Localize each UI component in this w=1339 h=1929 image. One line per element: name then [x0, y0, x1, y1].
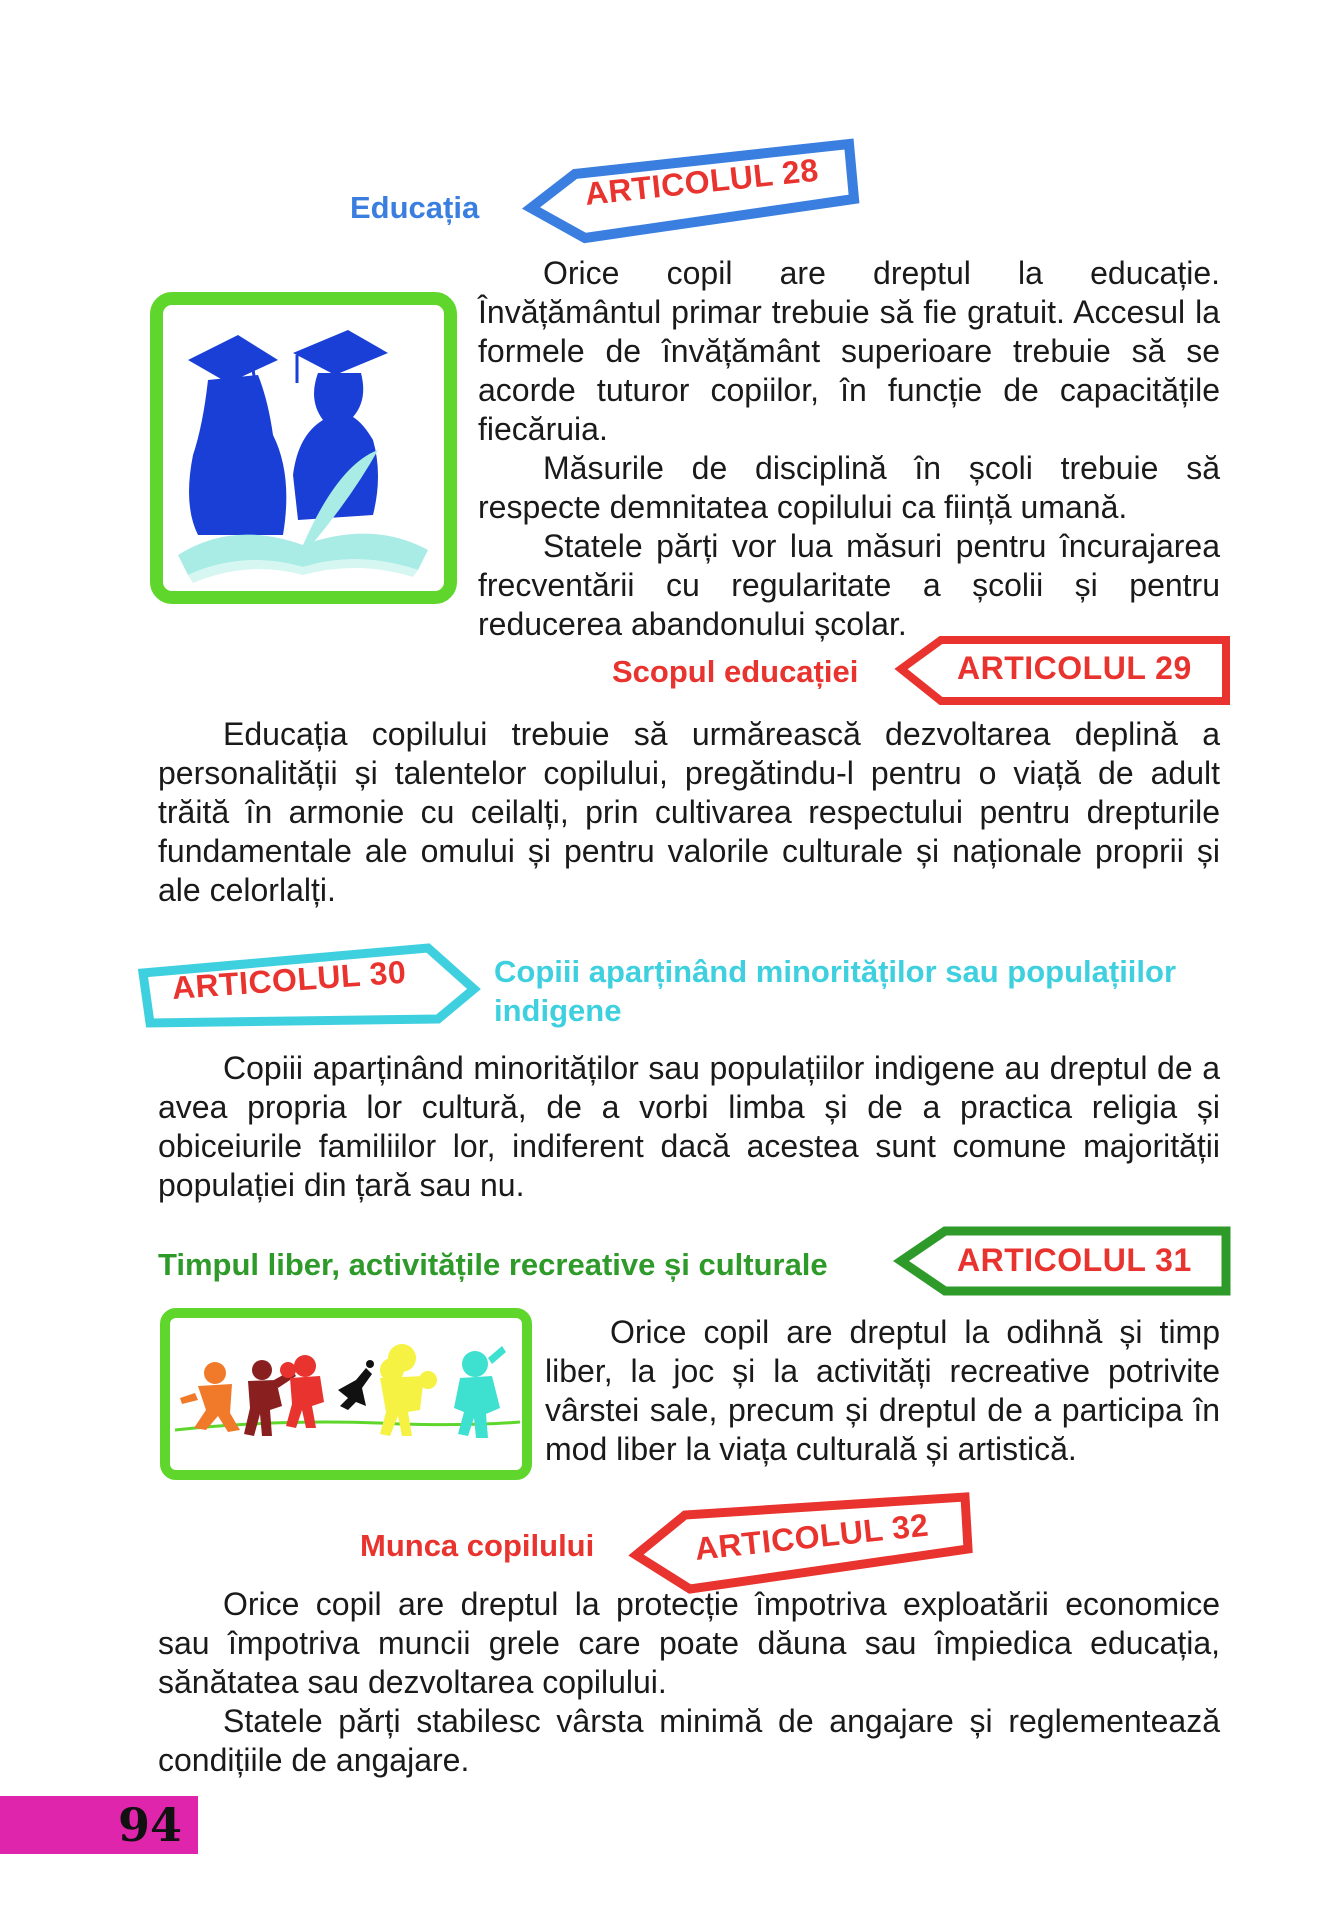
article-31-text [545, 1313, 1220, 1469]
article-30-text [158, 1049, 1220, 1205]
paragraph: Măsurile de disciplină în școli trebuie să respecte demnitatea copilului ca ființă umană. [478, 450, 1220, 525]
paragraph: Statele părți vor lua măsuri pentru încurajarea frecventării cu regularitate a școlii și pentru reducerea abandonului școlar. [478, 528, 1220, 642]
article-32-tag-label: ARTICOLUL 32 [693, 1506, 931, 1567]
recreation-illustration-frame [160, 1308, 532, 1480]
dancing-children-icon [170, 1318, 522, 1470]
graduates-reading-book-icon [163, 305, 444, 591]
article-31-tag [895, 1226, 1232, 1298]
article-32-text [158, 1585, 1220, 1780]
paragraph: Copiii aparținând minorităților sau populațiilor indigene au dreptul de a avea propria lor cultură, de a vorbi limba și de a practica religia și obiceiurile familiilor lor, indiferent dacă acestea sunt comune majorității populației din țară sau nu. [158, 1050, 1220, 1203]
education-illustration-frame [150, 292, 457, 604]
article-30-tag [138, 943, 483, 1031]
article-30-tag-label: ARTICOLUL 30 [170, 953, 408, 1006]
article-31-title: Timpul liber, activitățile recreative și culturale [158, 1247, 828, 1282]
article-29-title: Scopul educației [612, 654, 859, 689]
page-number-bar [0, 1796, 198, 1854]
article-32-tag [630, 1495, 970, 1595]
article-30-title [494, 952, 1176, 1030]
paragraph: Orice copil are dreptul la protecție împotriva exploatării economice sau împotriva muncii grele care poate dăuna sau împiedica educația, sănătatea sau dezvoltarea copilului. [158, 1586, 1220, 1700]
article-28-tag [525, 140, 855, 240]
page-number: 94 [118, 1798, 183, 1852]
article-30-title-line: Copiii aparținând minorităților sau populațiilor [494, 954, 1177, 989]
article-31-tag-label: ARTICOLUL 31 [957, 1242, 1192, 1278]
paragraph: Orice copil are dreptul la odihnă și timp liber, la joc și la activități recreative potrivite vârstei sale, precum și dreptul de a participa în mod liber la viața culturală și artistică. [545, 1314, 1220, 1467]
article-32-title: Munca copilului [360, 1528, 595, 1563]
article-30-title-line: indigene [494, 993, 622, 1028]
article-29-tag [895, 636, 1230, 708]
article-29-text [158, 715, 1220, 910]
article-28-tag-label: ARTICOLUL 28 [583, 151, 821, 212]
article-28-title: Educația [350, 190, 480, 225]
paragraph: Statele părți stabilesc vârsta minimă de angajare și reglementează condițiile de angajare. [158, 1703, 1220, 1778]
article-28-text [478, 254, 1220, 644]
article-29-tag-label: ARTICOLUL 29 [957, 650, 1192, 686]
paragraph: Educația copilului trebuie să urmărească dezvoltarea deplină a personalității și talentelor copilului, pregătindu-l pentru o viață de adult trăită în armonie cu ceilalți, prin cultivarea respectului pentru drepturile fundamentale ale omului și pentru valorile culturale și naționale proprii și ale celorlalți. [158, 716, 1220, 908]
paragraph: Orice copil are dreptul la educație. Învățământul primar trebuie să fie gratuit. Accesul la formele de învățământ superioare trebuie să se acorde tuturor copiilor, în funcție de capacitățile fiecăruia. [478, 255, 1220, 447]
